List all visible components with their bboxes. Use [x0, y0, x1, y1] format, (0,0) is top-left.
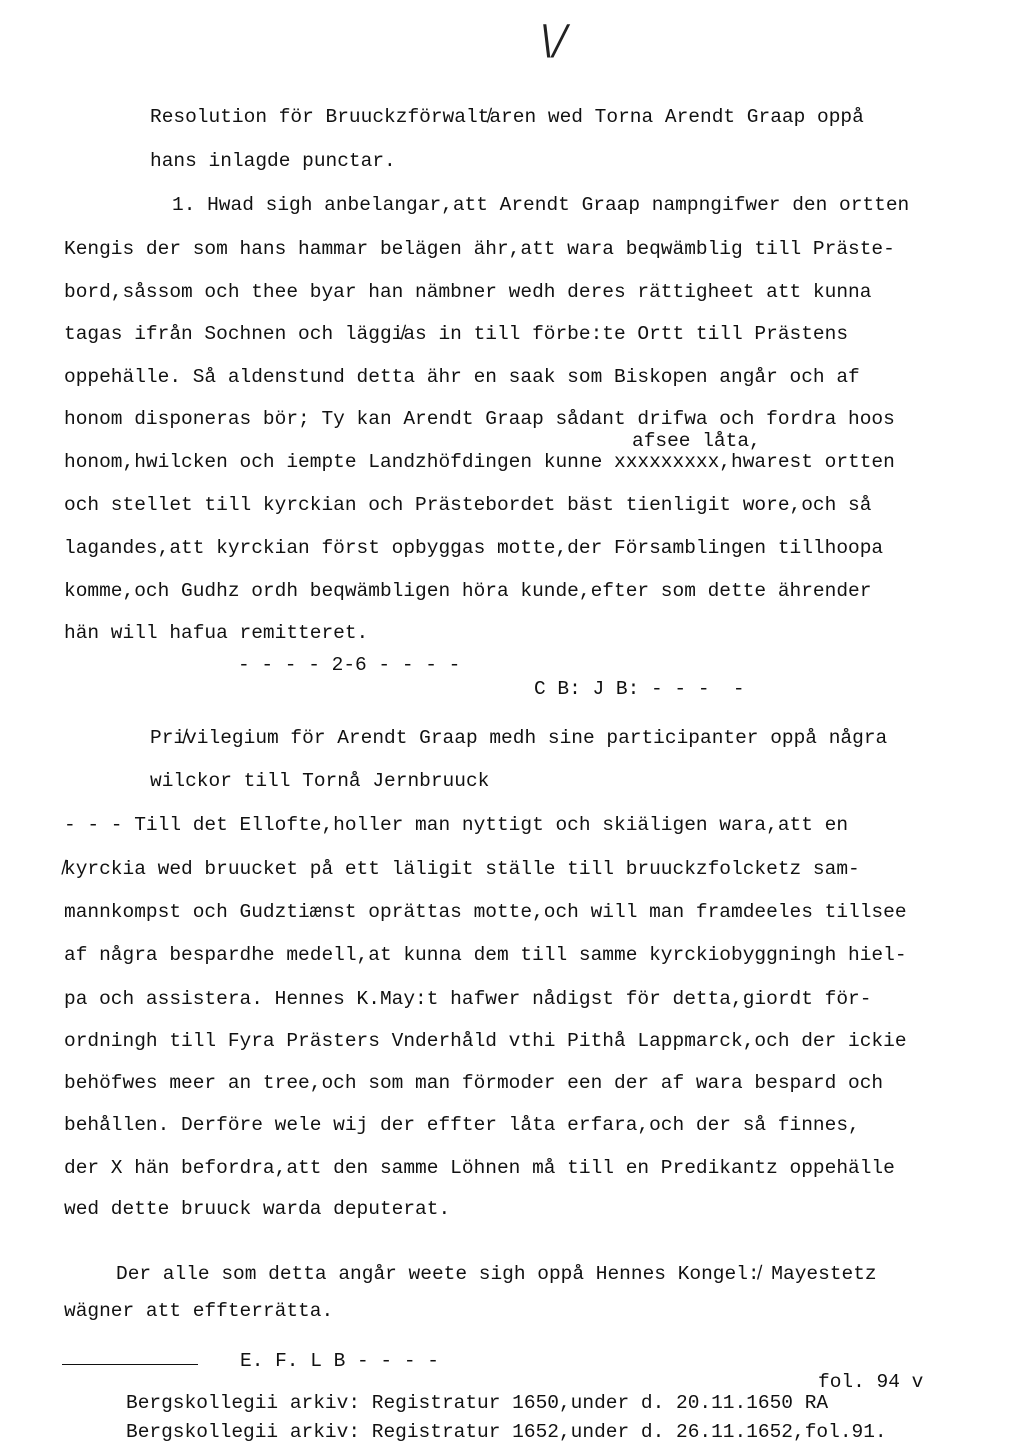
folio-reference: fol. 94 v: [818, 1371, 924, 1393]
resolution-line-6: honom disponeras bör; Ty kan Arendt Graap sådant drifwa och fordra hoos: [64, 408, 895, 430]
source-reference-2: Bergskollegii arkiv: Registratur 1652,under d. 26.11.1652,fol.91.: [126, 1421, 887, 1443]
resolution-line-2: Kengis der som hans hammar belägen ähr,att wara beqwämblig till Präste-: [64, 238, 895, 260]
privilege-line-6: ordningh till Fyra Prästers Vnderhåld vthi Pithå Lappmarck,och der ickie: [64, 1030, 907, 1052]
resolution-line-11: hän will hafua remitteret.: [64, 622, 369, 644]
footnote-rule: [62, 1364, 198, 1365]
resolution-line-10: komme,och Gudhz ordh beqwämbligen höra kunde,efter som dette ährender: [64, 580, 872, 602]
page-separator: - - - - 2-6 - - - -: [238, 654, 461, 676]
resolution-insertion: afsee låta,: [632, 430, 761, 452]
privilege-title-continued: wilckor till Tornå Jernbruuck: [150, 770, 490, 792]
privilege-line-8: behållen. Derföre wele wij der effter låta erfara,och der så finnes,: [64, 1114, 860, 1136]
privilege-line-9: der X hän befordra,att den samme Löhnen må till en Predikantz oppehälle: [64, 1157, 895, 1179]
privilege-line-7: behöfwes meer an tree,och som man förmoder een der af wara bespard och: [64, 1072, 884, 1094]
privilege-line-1: - - - Till det Ellofte,holler man nyttigt och skiäligen wara,att en: [64, 814, 849, 836]
resolution-signature: C B: J B: - - - -: [534, 678, 745, 700]
resolution-line-1: 1. Hwad sigh anbelangar,att Arendt Graap nampngifwer den ortten: [172, 194, 910, 216]
privilege-title: Pri̸vilegium för Arendt Graap medh sine participanter oppå några: [150, 727, 888, 749]
resolution-line-3: bord,såssom och thee byar han nämbner wedh deres rättigheet att kunna: [64, 281, 872, 303]
closing-line-continued: wägner att effterrätta.: [64, 1300, 334, 1322]
top-margin-mark: \/: [540, 18, 567, 64]
privilege-signature: E. F. L B - - - -: [240, 1350, 439, 1372]
resolution-line-8: och stellet till kyrckian och Prästebordet bäst tienligit wore,och så: [64, 494, 872, 516]
closing-line: Der alle som detta angår weete sigh oppå Hennes Kongel:̸ Mayestetz: [116, 1263, 877, 1285]
resolution-line-5: oppehälle. Så aldenstund detta ähr en saak som Biskopen angår och af: [64, 366, 860, 388]
privilege-line-3: mannkompst och Gudztiænst oprättas motte,och will man framdeeles tillsee: [64, 901, 907, 923]
resolution-title: Resolution för Bruuckzförwalt̸aren wed Torna Arendt Graap oppå: [150, 106, 864, 128]
privilege-line-10: wed dette bruuck warda deputerat.: [64, 1198, 451, 1220]
source-reference-1: Bergskollegii arkiv: Registratur 1650,under d. 20.11.1650 RA: [126, 1392, 829, 1414]
resolution-line-9: lagandes,att kyrckian först opbyggas motte,der Församblingen tillhoopa: [64, 537, 884, 559]
resolution-line-7: honom,hwilcken och iempte Landzhöfdingen kunne xxxxxxxxx,hwarest ortten: [64, 451, 895, 473]
privilege-line-5: pa och assistera. Hennes K.May:t hafwer nådigst för detta,giordt för-: [64, 988, 872, 1010]
privilege-line-2: ̸kyrckia wed bruucket på ett läligit ställe till bruuckzfolcketz sam-: [64, 858, 860, 880]
resolution-line-4: tagas ifrån Sochnen och läggi̸as in till förbe:te Ortt till Prästens: [64, 323, 849, 345]
resolution-title-continued: hans inlagde punctar.: [150, 150, 396, 172]
privilege-line-4: af några bespardhe medell,at kunna dem till samme kyrckiobyggningh hiel-: [64, 944, 907, 966]
